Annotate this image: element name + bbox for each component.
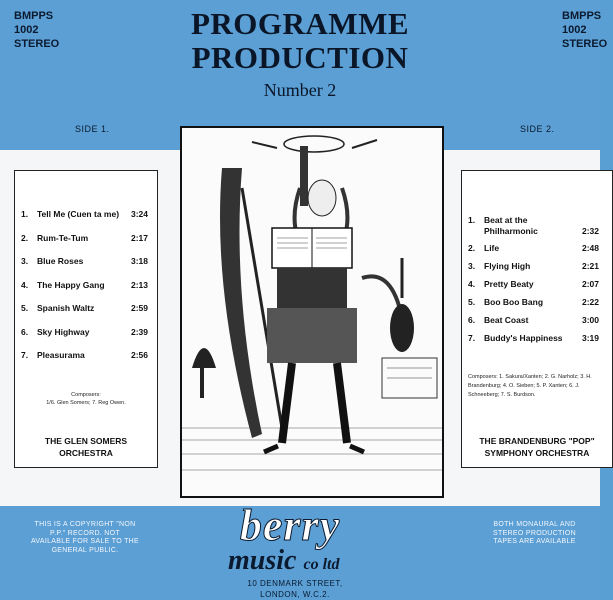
track-item: 7. Buddy's Happiness 3:19 — [468, 333, 600, 343]
side-1-label: SIDE 1. — [75, 124, 110, 134]
track-item: 2. Life 2:48 — [468, 243, 600, 253]
side-1-orchestra: THE GLEN SOMERS ORCHESTRA — [44, 436, 128, 458]
album-subtitle: Number 2 — [263, 80, 337, 100]
side-1-panel — [14, 170, 158, 468]
track-item: 2. Rum-Te-Tum 2:17 — [21, 232, 149, 243]
track-item: 3. Flying High 2:21 — [468, 261, 600, 271]
address-line-2: LONDON, W.C.2. — [260, 590, 330, 599]
side-1-composers: Composers: 1/6. Glen Somers; 7. Reg Owen. — [46, 392, 126, 406]
tapes-availability-note: BOTH MONAURAL AND STEREO PRODUCTION TAPES ARE AVAILABLE — [493, 521, 576, 545]
track-item: 1. Beat at the Philharmonic 2:32 — [468, 215, 600, 236]
side-2-panel — [461, 170, 613, 468]
musician-engraving-illustration — [182, 128, 442, 496]
address-line-1: 10 DENMARK STREET, — [247, 579, 343, 588]
track-item: 4. The Happy Gang 2:13 — [21, 279, 149, 290]
side-1-tracklist — [15, 209, 157, 374]
track-item: 5. Spanish Waltz 2:59 — [21, 303, 149, 313]
berry-logo-text: berry — [239, 501, 341, 550]
side-2-composers: Composers: 1. Sakura/Xanten; 2. G. Narholz; 3. H. Brandenburg; 4. O. Sieben; 5. P. Xanten; 6. J. Schneeberg; 7. S. Burdson. — [468, 374, 592, 398]
track-item: 1. Tell Me (Cuen ta me) 3:24 — [21, 209, 149, 219]
track-item: 3. Blue Roses 3:18 — [21, 256, 149, 266]
music-co-ltd-logo: music co ltd — [228, 545, 340, 576]
track-item: 4. Pretty Beaty 2:07 — [468, 279, 600, 289]
track-item: 7. Pleasurama 2:56 — [21, 350, 149, 360]
track-item: 5. Boo Boo Bang 2:22 — [468, 297, 600, 307]
track-item: 6. Sky Highway 2:39 — [21, 326, 149, 337]
copyright-notice: THIS IS A COPYRIGHT "NON P.P." RECORD. NOT AVAILABLE FOR SALE TO THE GENERAL PUBLIC. — [30, 521, 139, 554]
catalog-number-right: BMPPS 1002 STEREO — [562, 10, 608, 50]
track-item: 6. Beat Coast 3:00 — [468, 315, 600, 325]
album-title-line1: PROGRAMME — [190, 6, 410, 41]
engraving-artwork — [180, 126, 444, 498]
side-2-label: SIDE 2. — [520, 124, 555, 134]
catalog-number-left: BMPPS 1002 STEREO — [14, 10, 60, 50]
album-title-line2: PRODUCTION — [191, 40, 409, 75]
side-2-orchestra: THE BRANDENBURG "POP" SYMPHONY ORCHESTRA — [479, 436, 595, 458]
side-2-tracklist — [462, 215, 612, 351]
